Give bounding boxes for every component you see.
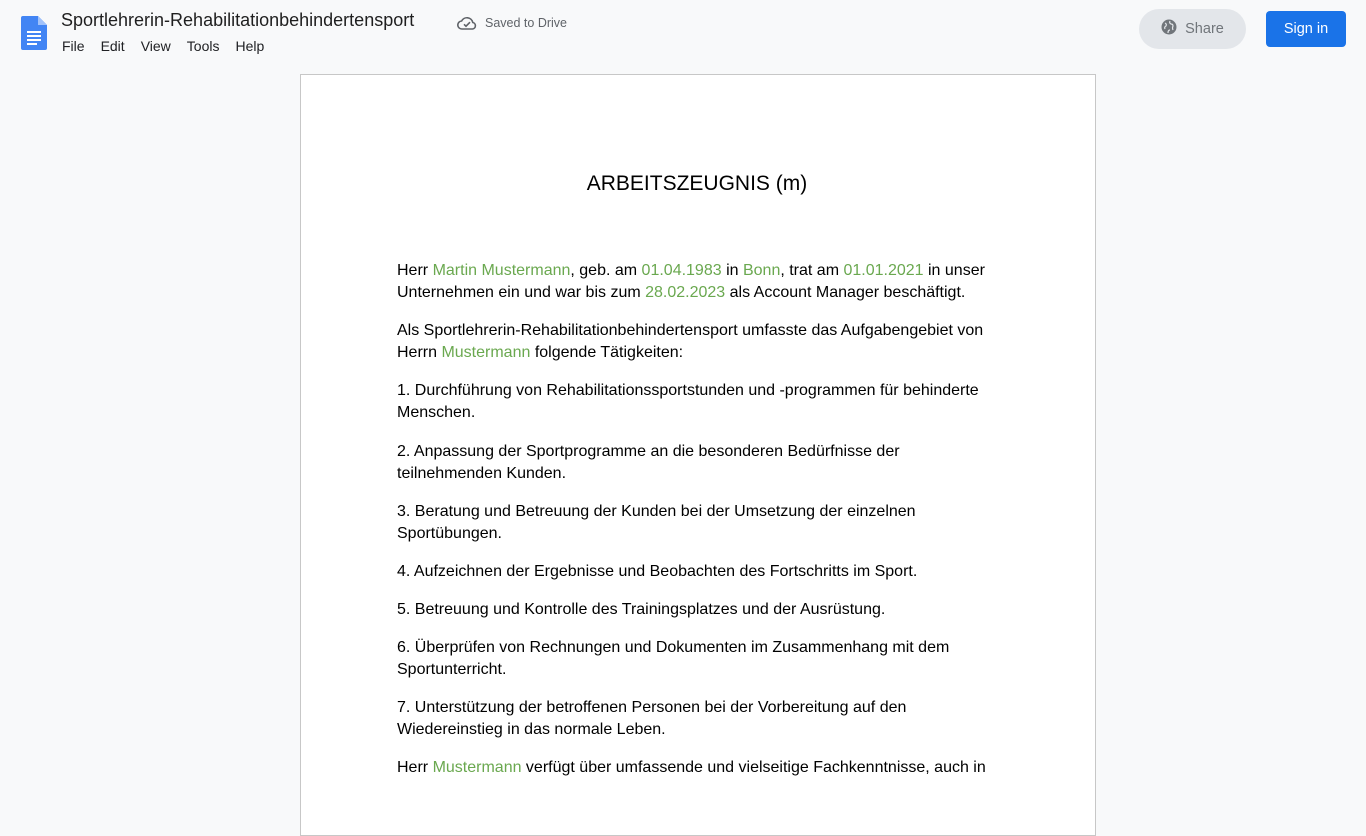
- task-item: 6. Überprüfen von Rechnungen und Dokumenten im Zusammenhang mit dem Sportunterricht.: [397, 639, 950, 678]
- task-item: 1. Durchführung von Rehabilitationssportstunden und -programmen für behinderte Menschen.: [397, 382, 979, 421]
- task-item: 7. Unterstützung der betroffenen Personen bei der Vorbereitung auf den Wiedereinstieg in das normale Leben.: [397, 699, 907, 738]
- menu-help[interactable]: Help: [235, 38, 265, 54]
- task-item: 2. Anpassung der Sportprogramme an die besonderen Bedürfnisse der teilnehmenden Kunden.: [397, 443, 900, 482]
- text: Als Sportlehrerin-Rehabilitationbehindertensport umfasste das Aufgabengebiet von Herrn: [397, 322, 984, 361]
- birth-date: 01.04.1983: [641, 262, 722, 279]
- menu-edit[interactable]: Edit: [100, 38, 125, 54]
- cloud-done-icon: [457, 15, 477, 31]
- document-page: [300, 74, 1096, 836]
- text: in: [721, 262, 743, 279]
- menu-bar: [54, 36, 272, 56]
- task-item: 3. Beratung und Betreuung der Kunden bei der Umsetzung der einzelnen Sportübungen.: [397, 503, 916, 542]
- text: , geb. am: [570, 262, 642, 279]
- docs-logo-icon[interactable]: [21, 16, 47, 50]
- duties-intro-paragraph: [397, 320, 997, 364]
- employee-surname: Mustermann: [432, 759, 522, 776]
- task-item: 4. Aufzeichnen der Ergebnisse und Beobachten des Fortschritts im Sport.: [397, 563, 918, 580]
- menu-view[interactable]: View: [140, 38, 171, 54]
- employee-name: Martin Mustermann: [432, 262, 571, 279]
- closing-paragraph: [397, 757, 997, 779]
- text: folgende Tätigkeiten:: [530, 344, 684, 361]
- top-bar: [0, 0, 1366, 64]
- text: als Account Manager beschäftigt.: [725, 284, 966, 301]
- document-heading: ARBEITSZEUGNIS (m): [586, 172, 808, 195]
- employee-surname: Mustermann: [441, 344, 531, 361]
- sign-in-button[interactable]: Sign in: [1266, 11, 1346, 47]
- document-title[interactable]: Sportlehrerin-Rehabilitationbehindertensport: [61, 10, 415, 30]
- text: in unser Unternehmen ein und war bis zum: [397, 262, 985, 301]
- saved-status: [457, 14, 567, 32]
- menu-file[interactable]: File: [62, 38, 85, 54]
- start-date: 01.01.2021: [843, 262, 924, 279]
- intro-paragraph: [397, 260, 997, 304]
- text: Herr: [397, 262, 433, 279]
- share-button-label: Share: [1185, 21, 1224, 37]
- saved-status-label: Saved to Drive: [485, 16, 567, 30]
- share-button[interactable]: [1139, 9, 1246, 49]
- text: , trat am: [780, 262, 844, 279]
- end-date: 28.02.2023: [645, 284, 726, 301]
- birth-city: Bonn: [742, 262, 781, 279]
- text: Herr: [397, 759, 433, 776]
- menu-tools[interactable]: Tools: [186, 38, 220, 54]
- task-item: 5. Betreuung und Kontrolle des Trainingsplatzes und der Ausrüstung.: [397, 601, 886, 618]
- text: verfügt über umfassende und vielseitige Fachkenntnisse, auch in: [521, 759, 986, 776]
- globe-icon: [1161, 19, 1177, 39]
